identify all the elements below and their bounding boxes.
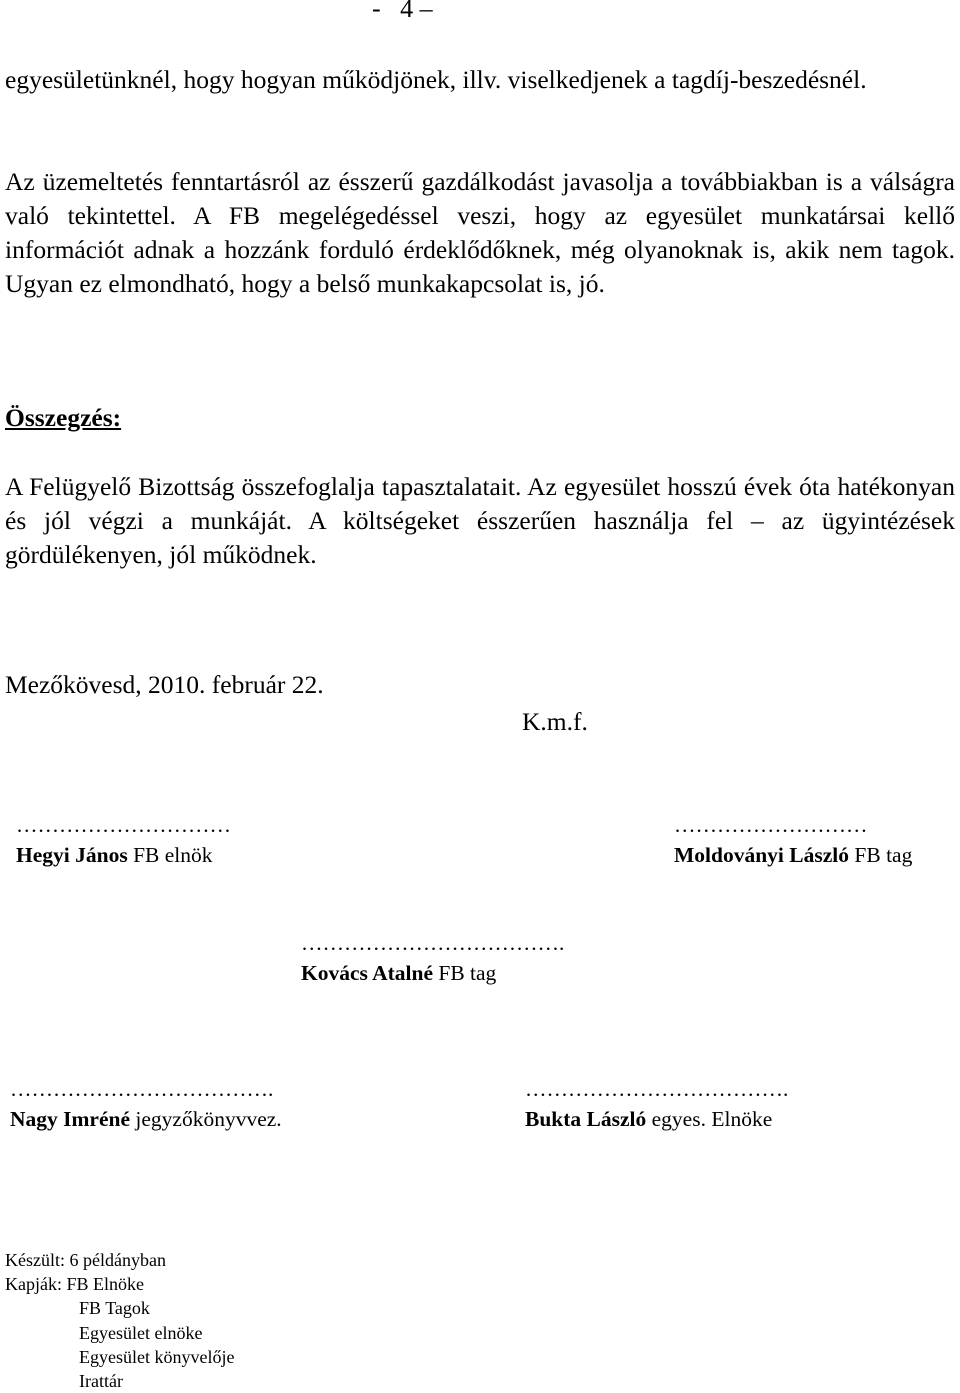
signature-line: ………………………………. bbox=[525, 1077, 789, 1101]
recipient-item: Egyesület elnöke bbox=[79, 1322, 203, 1343]
signature-block-association-chair bbox=[525, 1074, 788, 1134]
signer-name: Nagy Imréné bbox=[10, 1107, 131, 1131]
signature-line: ………………………… bbox=[16, 813, 231, 837]
signature-line: ……………………… bbox=[674, 813, 868, 837]
paragraph-summary: A Felügyelő Bizottság összefoglalja tapasztalatait. Az egyesület hosszú évek óta hatékonyan és jól végzi a munkáját. A költségeket ésszerűen használja fel – az ügyintézések gördülékenyen, jól működnek. bbox=[5, 472, 955, 569]
recipient-item: Egyesület könyvelője bbox=[79, 1346, 235, 1367]
signer-role: jegyzőkönyvvez. bbox=[130, 1107, 282, 1131]
signature-block-recorder bbox=[10, 1074, 282, 1134]
signature-block-chair bbox=[16, 810, 231, 870]
kmf-label: K.m.f. bbox=[522, 707, 588, 736]
signature-line: ………………………………. bbox=[301, 931, 565, 955]
recipients-label: Kapják: FB Elnöke bbox=[5, 1274, 144, 1295]
recipient-item: FB Tagok bbox=[79, 1298, 150, 1319]
signer-name: Moldoványi László bbox=[674, 843, 850, 867]
signer-role: egyes. Elnöke bbox=[646, 1107, 773, 1131]
copies-note: Készült: 6 példányban bbox=[5, 1250, 166, 1270]
signer-role: FB tag bbox=[432, 961, 497, 985]
place-and-date: Mezőkövesd, 2010. február 22. bbox=[5, 670, 324, 699]
page-number: - 4 – bbox=[372, 0, 433, 23]
signer-name: Bukta László bbox=[525, 1107, 647, 1131]
distribution-list bbox=[5, 1248, 234, 1393]
signer-name: Kovács Atalné bbox=[301, 961, 433, 985]
recipient-item: Irattár bbox=[79, 1371, 123, 1392]
paragraph-membership-fee: egyesületünknél, hogy hogyan működjönek, illv. viselkedjenek a tagdíj-beszedésnél. bbox=[5, 65, 867, 94]
paragraph-operation: Az üzemeltetés fenntartásról az ésszerű gazdálkodást javasolja a továbbiakban is a válságra való tekintettel. A FB megelégedéssel veszi, hogy az egyesület munkatársai kellő információt adnak a hozzánk forduló érdeklődőknek, még olyanoknak is, akik nem tagok. Ugyan ez elmondható, hogy a belső munkakapcsolat is, jó. bbox=[5, 167, 955, 298]
signer-role: FB elnök bbox=[127, 843, 213, 867]
signer-name: Hegyi János bbox=[16, 843, 128, 867]
signer-role: FB tag bbox=[849, 843, 913, 867]
summary-heading: Összegzés: bbox=[5, 403, 122, 432]
signature-line: ………………………………. bbox=[10, 1077, 274, 1101]
signature-block-member-2 bbox=[301, 928, 564, 988]
signature-block-member-1 bbox=[674, 810, 912, 870]
